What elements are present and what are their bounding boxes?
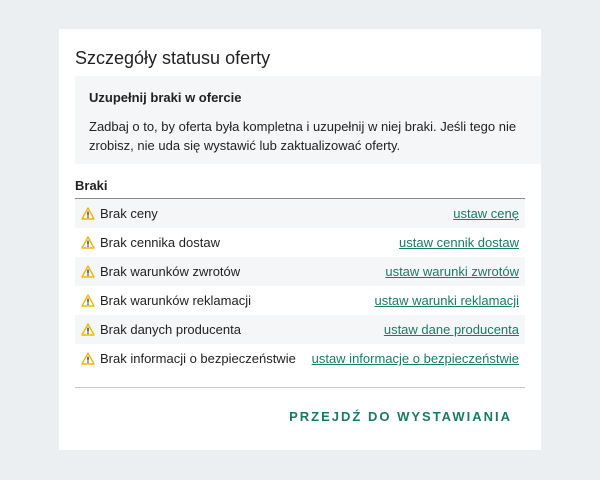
set-shipping-rates-link[interactable]: ustaw cennik dostaw <box>399 235 519 250</box>
missing-item-return-policy <box>75 257 525 286</box>
missing-list <box>75 199 525 373</box>
info-text: Zadbaj o to, by oferta była kompletna i uzupełnij w niej braki. Jeśli tego nie zrobisz, nie uda się wystawić lub zaktualizować oferty. <box>89 119 517 153</box>
warning-icon <box>81 207 95 220</box>
warning-icon <box>81 323 95 336</box>
set-safety-info-link[interactable]: ustaw informacje o bezpieczeństwie <box>311 351 519 366</box>
warning-icon <box>81 265 95 278</box>
missing-item-label: Brak warunków zwrotów <box>100 264 241 279</box>
info-heading: Uzupełnij braki w ofercie <box>89 90 242 105</box>
status-details-panel <box>59 29 541 450</box>
set-producer-data-link[interactable]: ustaw dane producenta <box>383 322 519 337</box>
set-return-policy-link[interactable]: ustaw warunki zwrotów <box>385 264 519 279</box>
missing-item-safety-info <box>75 344 525 373</box>
missing-item-label: Brak warunków reklamacji <box>100 293 251 308</box>
missing-item-complaint-policy <box>75 286 525 315</box>
missing-item-label: Brak ceny <box>100 206 158 221</box>
missing-item-price <box>75 199 525 228</box>
proceed-to-listing-button[interactable]: PRZEJDŹ DO WYSTAWIANIA <box>289 409 512 424</box>
missing-item-label: Brak informacji o bezpieczeństwie <box>100 351 296 366</box>
missing-item-producer-data <box>75 315 525 344</box>
warning-icon <box>81 352 95 365</box>
panel-title: Szczegóły statusu oferty <box>75 48 271 68</box>
missing-item-label: Brak danych producenta <box>100 322 241 337</box>
missing-item-label: Brak cennika dostaw <box>100 235 220 250</box>
missing-item-shipping-rates <box>75 228 525 257</box>
missing-section-label: Braki <box>75 178 108 193</box>
warning-icon <box>81 236 95 249</box>
footer-divider <box>75 387 525 388</box>
set-complaint-policy-link[interactable]: ustaw warunki reklamacji <box>374 293 519 308</box>
warning-icon <box>81 294 95 307</box>
set-price-link[interactable]: ustaw cenę <box>453 206 519 221</box>
info-box <box>75 76 541 164</box>
